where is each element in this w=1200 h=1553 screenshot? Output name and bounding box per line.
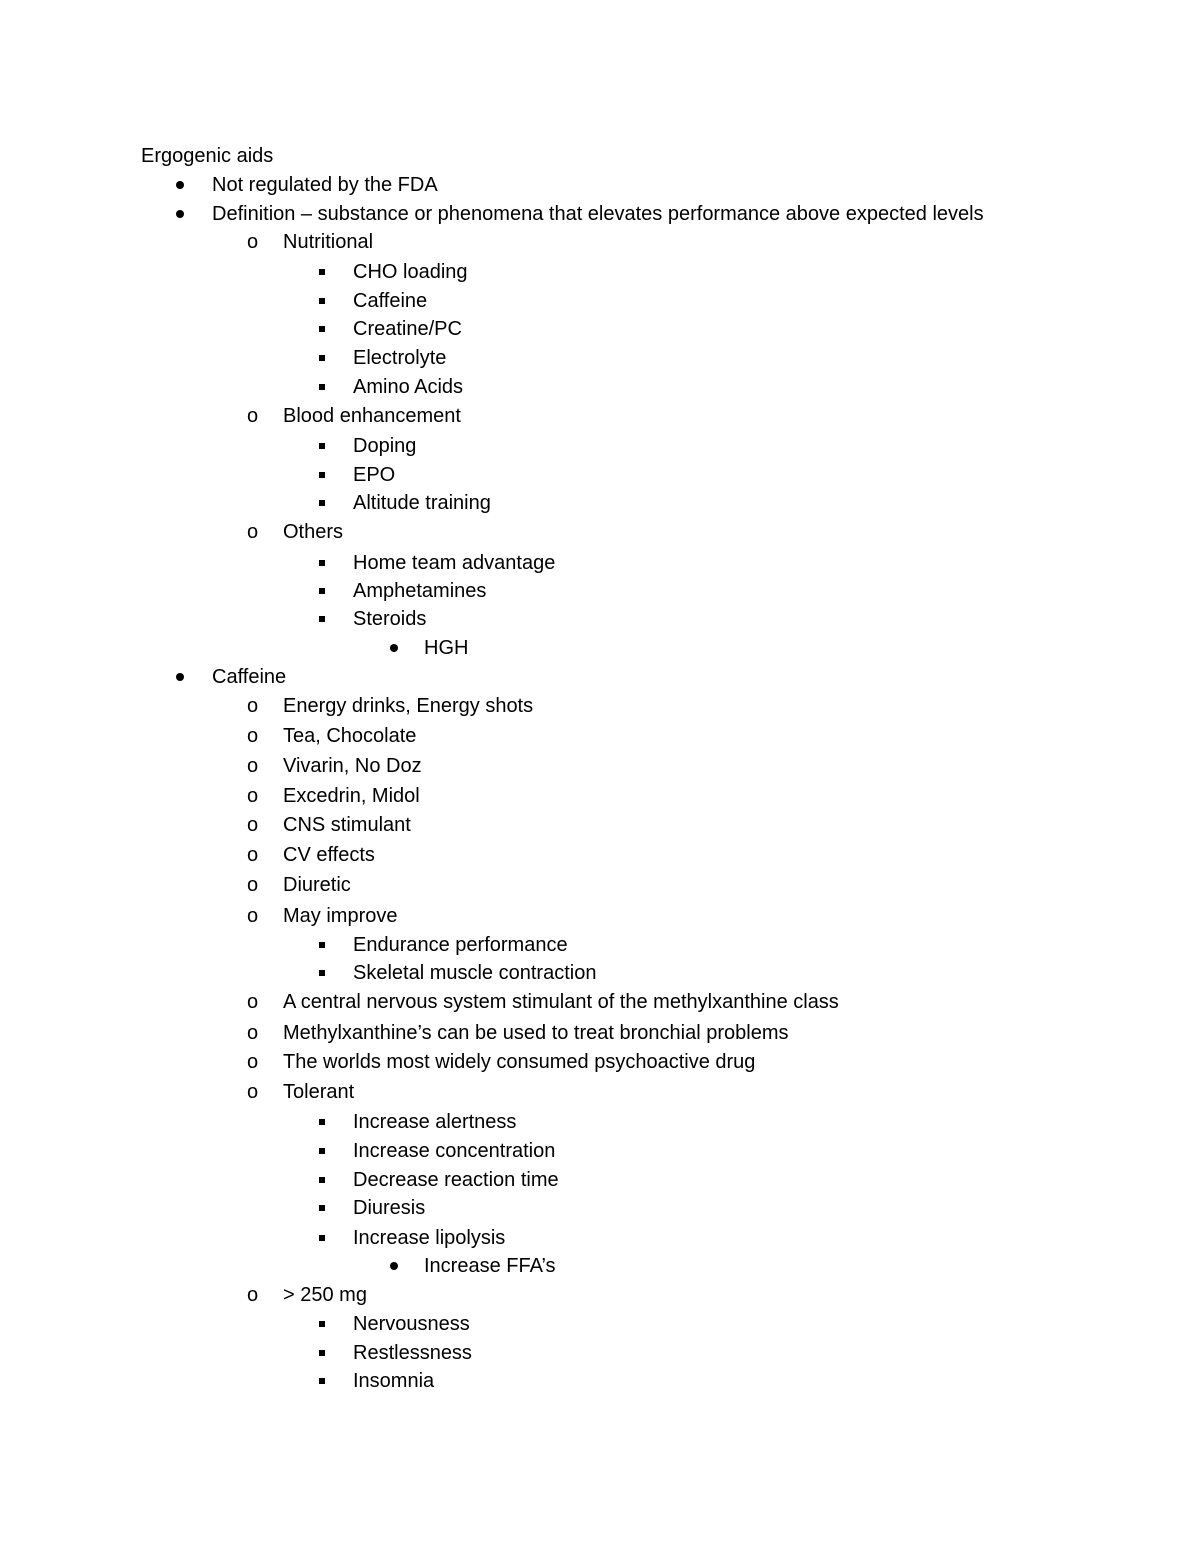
- outline-item-level-2: [0, 988, 1200, 1016]
- outline-item-level-2: [0, 1048, 1200, 1076]
- outline-item-level-3: [0, 959, 1200, 987]
- outline-item-text: Energy drinks, Energy shots: [283, 695, 534, 717]
- outline-item-level-2: [0, 841, 1200, 869]
- outline-item-text: Methylxanthine’s can be used to treat bronchial problems: [283, 1022, 789, 1044]
- outline-item-text: Increase FFA’s: [424, 1255, 556, 1277]
- outline-item-text: Altitude training: [353, 492, 491, 514]
- outline-item-text: Caffeine: [212, 666, 287, 688]
- outline-item-text: Creatine/PC: [353, 318, 462, 340]
- circle-bullet: o: [247, 695, 259, 717]
- outline-item-level-2: [0, 692, 1200, 720]
- outline-item-text: Amino Acids: [353, 376, 464, 398]
- outline-item-level-2: [0, 1281, 1200, 1309]
- outline-item-level-1: [0, 663, 1200, 691]
- outline-item-text: Insomnia: [353, 1370, 435, 1392]
- circle-bullet: o: [247, 231, 259, 253]
- outline-item-text: Tolerant: [283, 1081, 355, 1103]
- outline-item-text: Increase concentration: [353, 1140, 556, 1162]
- outline-item-level-1: [0, 200, 1200, 228]
- outline-item-level-3: [0, 605, 1200, 633]
- outline-item-text: Others: [283, 521, 344, 543]
- circle-bullet: o: [247, 1051, 259, 1073]
- outline-item-level-2: [0, 902, 1200, 930]
- outline-item-level-2: [0, 518, 1200, 546]
- outline-item-text: May improve: [283, 905, 398, 927]
- outline-item-level-2: [0, 871, 1200, 899]
- outline-item-text: Caffeine: [353, 290, 428, 312]
- outline-item-text: Amphetamines: [353, 580, 487, 602]
- circle-bullet: o: [247, 725, 259, 747]
- outline-item-level-3: [0, 1137, 1200, 1165]
- outline-item-text: Home team advantage: [353, 552, 556, 574]
- outline-item-text: Nutritional: [283, 231, 374, 253]
- circle-bullet: o: [247, 755, 259, 777]
- outline-item-text: Skeletal muscle contraction: [353, 962, 597, 984]
- outline-item-text: Vivarin, No Doz: [283, 755, 422, 777]
- outline-item-level-2: [0, 722, 1200, 750]
- outline-item-text: Excedrin, Midol: [283, 785, 420, 807]
- outline-item-level-3: [0, 1339, 1200, 1367]
- outline-item-text: Definition – substance or phenomena that elevates performance above expected levels: [212, 203, 984, 225]
- outline-item-level-3: [0, 1367, 1200, 1395]
- circle-bullet: o: [247, 405, 259, 427]
- outline-item-level-2: [0, 782, 1200, 810]
- outline-item-text: Steroids: [353, 608, 427, 630]
- outline-item-text: > 250 mg: [283, 1284, 367, 1306]
- outline-item-level-3: [0, 1166, 1200, 1194]
- outline-item-text: Blood enhancement: [283, 405, 461, 427]
- outline-item-text: Doping: [353, 435, 417, 457]
- outline-item-text: Increase alertness: [353, 1111, 517, 1133]
- outline-item-text: Not regulated by the FDA: [212, 174, 438, 196]
- outline-item-level-3: [0, 1194, 1200, 1222]
- outline-item-text: Endurance performance: [353, 934, 568, 956]
- outline-item-level-2: [0, 402, 1200, 430]
- outline-item-level-2: [0, 811, 1200, 839]
- outline-item-text: Electrolyte: [353, 347, 447, 369]
- outline-item-level-3: [0, 1108, 1200, 1136]
- outline-item-level-3: [0, 315, 1200, 343]
- circle-bullet: o: [247, 844, 259, 866]
- outline-item-text: Restlessness: [353, 1342, 472, 1364]
- document-title: Ergogenic aids: [141, 145, 274, 167]
- outline-item-level-3: [0, 461, 1200, 489]
- outline-item-level-3: [0, 1224, 1200, 1252]
- outline-item-level-3: [0, 489, 1200, 517]
- outline-item-text: Diuresis: [353, 1197, 426, 1219]
- outline-item-text: A central nervous system stimulant of the methylxanthine class: [283, 991, 839, 1013]
- outline-item-level-2: [0, 228, 1200, 256]
- outline-item-level-3: [0, 931, 1200, 959]
- outline-item-text: EPO: [353, 464, 396, 486]
- circle-bullet: o: [247, 521, 259, 543]
- circle-bullet: o: [247, 905, 259, 927]
- outline-item-level-3: [0, 258, 1200, 286]
- outline-item-level-2: [0, 1019, 1200, 1047]
- outline-item-level-3: [0, 432, 1200, 460]
- outline-item-text: Tea, Chocolate: [283, 725, 417, 747]
- circle-bullet: o: [247, 1022, 259, 1044]
- outline-item-level-3: [0, 549, 1200, 577]
- outline-item-level-3: [0, 287, 1200, 315]
- outline-item-text: The worlds most widely consumed psychoactive drug: [283, 1051, 756, 1073]
- circle-bullet: o: [247, 991, 259, 1013]
- outline-item-text: Nervousness: [353, 1313, 470, 1335]
- outline-item-level-3: [0, 373, 1200, 401]
- outline-item-level-3: [0, 344, 1200, 372]
- outline-item-level-3: [0, 1310, 1200, 1338]
- outline-item-text: CV effects: [283, 844, 375, 866]
- circle-bullet: o: [247, 874, 259, 896]
- outline-item-text: Increase lipolysis: [353, 1227, 506, 1249]
- outline-item-level-4: [0, 634, 1200, 662]
- outline-item-level-3: [0, 577, 1200, 605]
- outline-item-text: HGH: [424, 637, 469, 659]
- outline-item-text: Diuretic: [283, 874, 351, 896]
- circle-bullet: o: [247, 1081, 259, 1103]
- outline-item-level-2: [0, 1078, 1200, 1106]
- outline-item-level-1: [0, 171, 1200, 199]
- circle-bullet: o: [247, 785, 259, 807]
- outline-item-level-4: [0, 1252, 1200, 1280]
- circle-bullet: o: [247, 1284, 259, 1306]
- outline-item-text: Decrease reaction time: [353, 1169, 559, 1191]
- circle-bullet: o: [247, 814, 259, 836]
- outline-item-text: CNS stimulant: [283, 814, 411, 836]
- outline-item-level-2: [0, 752, 1200, 780]
- outline-item-text: CHO loading: [353, 261, 468, 283]
